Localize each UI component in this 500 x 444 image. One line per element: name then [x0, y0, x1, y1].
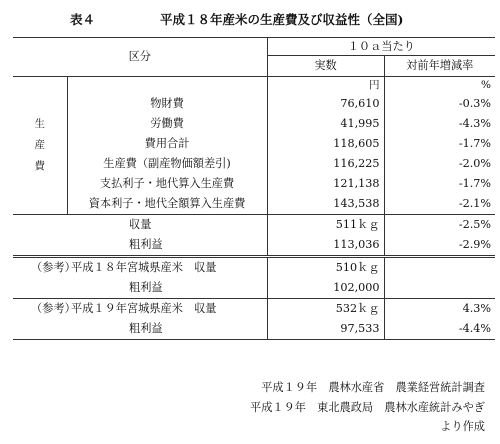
row-change: -1.7% [384, 174, 495, 194]
row-spacer [13, 278, 67, 299]
row-value: 121,138 [267, 174, 384, 194]
row-label: 平成１９年宮城県産米 収量 [67, 299, 267, 320]
unit-label-empty [67, 77, 267, 95]
table-caption: 平成１８年産米の生産費及び収益性（全国) [160, 12, 404, 27]
table-row [13, 134, 495, 154]
source-note-1: 平成１９年 農林水産省 農業経営統計調査 [261, 381, 485, 394]
table-row [13, 194, 495, 215]
source-note-2: 平成１９年 東北農政局 農林水産統計みやぎ [250, 400, 485, 414]
row-label: 費用合計 [144, 137, 190, 151]
row-change: -0.3% [384, 94, 495, 114]
source-notes [250, 378, 485, 437]
row-value: 113,036 [267, 235, 384, 257]
row-change: -2.9% [384, 235, 495, 257]
row-value: 510ｋｇ [267, 257, 384, 279]
table-row [13, 174, 495, 194]
table-row-reference-18 [13, 257, 495, 279]
unit-row [13, 77, 495, 95]
header-change: 対前年増減率 [384, 56, 495, 77]
source-note-3: より作成 [440, 420, 485, 433]
row-label: 労働費 [150, 117, 184, 131]
reference-prefix: （参考） [13, 299, 67, 320]
row-label: 粗利益 [129, 238, 163, 252]
row-label: 資本利子・地代全額算入生産費 [88, 197, 246, 211]
table-row-reference-19-profit [13, 319, 495, 340]
row-change: -2.5% [384, 215, 495, 236]
header-category: 区分 [13, 38, 267, 77]
row-value: 116,225 [267, 154, 384, 174]
row-change: -4.3% [384, 114, 495, 134]
row-change: -2.0% [384, 154, 495, 174]
table-row-profit [13, 235, 495, 257]
row-value: 102,000 [267, 278, 384, 299]
row-label: 収量 [67, 215, 267, 236]
group-char-3: 費 [34, 160, 45, 172]
unit-actual: 円 [267, 77, 384, 95]
table-title [0, 10, 500, 28]
row-label: 平成１８年宮城県産米 収量 [67, 257, 267, 279]
table-row-reference-19 [13, 299, 495, 320]
table-number: 表４ [70, 12, 96, 27]
row-label: 生産費（副産物価額差引) [103, 157, 231, 171]
row-value: 532ｋｇ [267, 299, 384, 320]
header-per10a: １０ａ当たり [267, 38, 495, 56]
row-value: 97,533 [267, 319, 384, 340]
row-change: 4.3% [384, 299, 495, 320]
row-value: 143,538 [267, 194, 384, 215]
table-row [13, 94, 495, 114]
row-label: 物財費 [150, 97, 184, 111]
row-value: 76,610 [267, 94, 384, 114]
group-char-1: 生 [34, 118, 45, 130]
row-value: 118,605 [267, 134, 384, 154]
row-label: 粗利益 [129, 281, 163, 295]
table-row-reference-18-profit [13, 278, 495, 299]
row-spacer [13, 319, 67, 340]
header-actual: 実数 [267, 56, 384, 77]
production-cost-table [13, 37, 495, 340]
table-row [13, 154, 495, 174]
table-row [13, 114, 495, 134]
table-row-yield [13, 215, 495, 236]
header-row-1 [13, 38, 495, 56]
unit-change: % [384, 77, 495, 95]
row-change: -4.4% [384, 319, 495, 340]
row-change [384, 278, 495, 299]
group-label-production-cost [13, 77, 67, 215]
row-change [384, 257, 495, 279]
row-change: -1.7% [384, 134, 495, 154]
row-label: 粗利益 [67, 319, 267, 340]
reference-prefix: （参考） [13, 257, 67, 279]
row-spacer [13, 235, 67, 257]
row-change: -2.1% [384, 194, 495, 215]
row-value: 511ｋｇ [267, 215, 384, 236]
row-value: 41,995 [267, 114, 384, 134]
row-spacer [13, 215, 67, 236]
row-label: 支払利子・地代算入生産費 [99, 177, 235, 191]
group-char-2: 産 [34, 139, 45, 151]
